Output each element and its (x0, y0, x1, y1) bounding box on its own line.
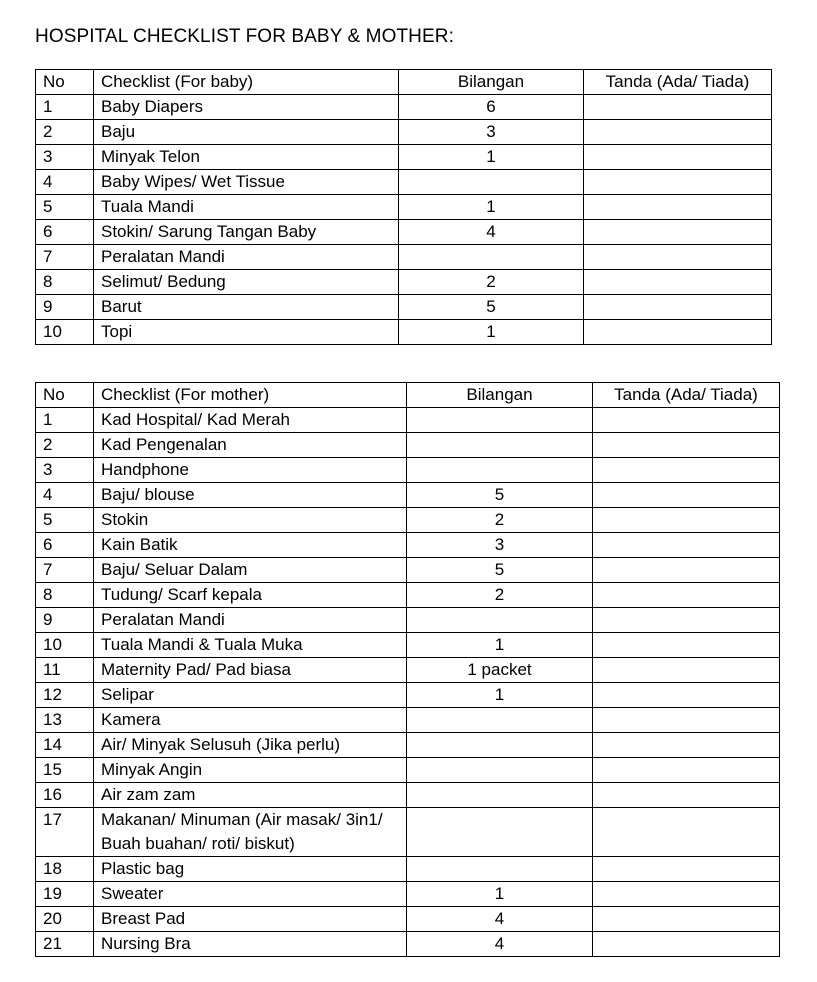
quantity-cell (407, 783, 593, 808)
header-bilangan: Bilangan (399, 70, 584, 95)
row-number: 2 (36, 120, 94, 145)
quantity-cell: 5 (407, 483, 593, 508)
quantity-cell (407, 458, 593, 483)
mark-cell (593, 433, 780, 458)
table-row (36, 145, 772, 170)
mark-cell (593, 758, 780, 783)
checklist-item: Baju/ Seluar Dalam (94, 558, 407, 583)
mark-cell (593, 857, 780, 882)
header-bilangan: Bilangan (407, 383, 593, 408)
mark-cell (584, 270, 772, 295)
baby-checklist-table (35, 69, 772, 345)
table-row (36, 583, 780, 608)
checklist-item: Handphone (94, 458, 407, 483)
checklist-item: Air zam zam (94, 783, 407, 808)
checklist-item: Kad Hospital/ Kad Merah (94, 408, 407, 433)
quantity-cell (407, 857, 593, 882)
checklist-item: Minyak Telon (94, 145, 399, 170)
table-row (36, 120, 772, 145)
mark-cell (584, 170, 772, 195)
checklist-item: Tuala Mandi & Tuala Muka (94, 633, 407, 658)
checklist-item: Kamera (94, 708, 407, 733)
quantity-cell: 1 (399, 320, 584, 345)
mark-cell (584, 95, 772, 120)
table-row (36, 533, 780, 558)
mark-cell (593, 633, 780, 658)
mother-checklist-table (35, 382, 780, 957)
row-number: 7 (36, 558, 94, 583)
checklist-item: Tudung/ Scarf kepala (94, 583, 407, 608)
quantity-cell: 1 (407, 683, 593, 708)
header-checklist: Checklist (For mother) (94, 383, 407, 408)
mark-cell (593, 907, 780, 932)
quantity-cell (399, 170, 584, 195)
mark-cell (593, 483, 780, 508)
mark-cell (593, 658, 780, 683)
mark-cell (593, 683, 780, 708)
table-row (36, 633, 780, 658)
row-number: 4 (36, 170, 94, 195)
checklist-item: Peralatan Mandi (94, 608, 407, 633)
table-row (36, 170, 772, 195)
row-number: 19 (36, 882, 94, 907)
table-row (36, 658, 780, 683)
checklist-item: Stokin (94, 508, 407, 533)
mark-cell (593, 583, 780, 608)
quantity-cell: 1 (407, 633, 593, 658)
quantity-cell: 4 (399, 220, 584, 245)
table-row (36, 195, 772, 220)
quantity-cell: 1 packet (407, 658, 593, 683)
row-number: 7 (36, 245, 94, 270)
header-tanda: Tanda (Ada/ Tiada) (584, 70, 772, 95)
checklist-item: Minyak Angin (94, 758, 407, 783)
row-number: 18 (36, 857, 94, 882)
mark-cell (584, 245, 772, 270)
row-number: 5 (36, 508, 94, 533)
mark-cell (593, 932, 780, 957)
table-row (36, 220, 772, 245)
row-number: 12 (36, 683, 94, 708)
table-row (36, 558, 780, 583)
row-number: 1 (36, 408, 94, 433)
quantity-cell: 1 (407, 882, 593, 907)
table-row (36, 483, 780, 508)
quantity-cell (407, 708, 593, 733)
row-number: 5 (36, 195, 94, 220)
quantity-cell: 4 (407, 907, 593, 932)
table-header-row (36, 70, 772, 95)
checklist-item: Stokin/ Sarung Tangan Baby (94, 220, 399, 245)
quantity-cell: 2 (407, 508, 593, 533)
checklist-item: Nursing Bra (94, 932, 407, 957)
row-number: 14 (36, 733, 94, 758)
checklist-item: Baju (94, 120, 399, 145)
page-title: HOSPITAL CHECKLIST FOR BABY & MOTHER: (35, 26, 454, 47)
table-row (36, 408, 780, 433)
row-number: 8 (36, 583, 94, 608)
mark-cell (584, 295, 772, 320)
row-number: 15 (36, 758, 94, 783)
checklist-item: Barut (94, 295, 399, 320)
mark-cell (593, 882, 780, 907)
table-row (36, 758, 780, 783)
mark-cell (593, 808, 780, 857)
table-row (36, 608, 780, 633)
row-number: 2 (36, 433, 94, 458)
quantity-cell: 1 (399, 195, 584, 220)
mark-cell (584, 145, 772, 170)
table-row (36, 245, 772, 270)
checklist-item: Makanan/ Minuman (Air masak/ 3in1/ Buah buahan/ roti/ biskut) (94, 808, 407, 857)
checklist-item: Peralatan Mandi (94, 245, 399, 270)
row-number: 10 (36, 320, 94, 345)
row-number: 4 (36, 483, 94, 508)
checklist-item: Baby Diapers (94, 95, 399, 120)
checklist-item: Plastic bag (94, 857, 407, 882)
mark-cell (593, 508, 780, 533)
checklist-item: Selimut/ Bedung (94, 270, 399, 295)
table-header-row (36, 383, 780, 408)
checklist-item: Breast Pad (94, 907, 407, 932)
table-row (36, 882, 780, 907)
mark-cell (584, 195, 772, 220)
header-tanda: Tanda (Ada/ Tiada) (593, 383, 780, 408)
quantity-cell (407, 433, 593, 458)
row-number: 6 (36, 533, 94, 558)
quantity-cell: 4 (407, 932, 593, 957)
checklist-item: Kad Pengenalan (94, 433, 407, 458)
row-number: 9 (36, 295, 94, 320)
checklist-item: Selipar (94, 683, 407, 708)
quantity-cell (407, 808, 593, 857)
checklist-item: Maternity Pad/ Pad biasa (94, 658, 407, 683)
table-row (36, 270, 772, 295)
table-row (36, 295, 772, 320)
quantity-cell: 6 (399, 95, 584, 120)
mark-cell (584, 220, 772, 245)
table-row (36, 508, 780, 533)
row-number: 16 (36, 783, 94, 808)
row-number: 11 (36, 658, 94, 683)
row-number: 21 (36, 932, 94, 957)
checklist-item: Kain Batik (94, 533, 407, 558)
table-row (36, 733, 780, 758)
mark-cell (593, 608, 780, 633)
table-row (36, 458, 780, 483)
quantity-cell: 2 (399, 270, 584, 295)
row-number: 6 (36, 220, 94, 245)
checklist-item: Baby Wipes/ Wet Tissue (94, 170, 399, 195)
checklist-item: Air/ Minyak Selusuh (Jika perlu) (94, 733, 407, 758)
table-row (36, 783, 780, 808)
quantity-cell: 3 (399, 120, 584, 145)
quantity-cell (407, 733, 593, 758)
mark-cell (593, 533, 780, 558)
checklist-item: Sweater (94, 882, 407, 907)
quantity-cell: 5 (399, 295, 584, 320)
row-number: 3 (36, 458, 94, 483)
mark-cell (584, 320, 772, 345)
quantity-cell (407, 408, 593, 433)
quantity-cell (399, 245, 584, 270)
table-row (36, 907, 780, 932)
row-number: 20 (36, 907, 94, 932)
checklist-item: Baju/ blouse (94, 483, 407, 508)
quantity-cell: 1 (399, 145, 584, 170)
checklist-item: Tuala Mandi (94, 195, 399, 220)
table-row (36, 932, 780, 957)
checklist-item: Topi (94, 320, 399, 345)
table-row (36, 857, 780, 882)
table-row (36, 320, 772, 345)
row-number: 8 (36, 270, 94, 295)
row-number: 10 (36, 633, 94, 658)
quantity-cell: 2 (407, 583, 593, 608)
row-number: 9 (36, 608, 94, 633)
table-row (36, 708, 780, 733)
table-row (36, 433, 780, 458)
mark-cell (593, 458, 780, 483)
header-no: No (36, 383, 94, 408)
mark-cell (584, 120, 772, 145)
quantity-cell: 3 (407, 533, 593, 558)
header-no: No (36, 70, 94, 95)
table-row (36, 683, 780, 708)
quantity-cell (407, 608, 593, 633)
row-number: 17 (36, 808, 94, 857)
table-row (36, 95, 772, 120)
quantity-cell: 5 (407, 558, 593, 583)
row-number: 3 (36, 145, 94, 170)
quantity-cell (407, 758, 593, 783)
mark-cell (593, 558, 780, 583)
table-row (36, 808, 780, 857)
mark-cell (593, 733, 780, 758)
header-checklist: Checklist (For baby) (94, 70, 399, 95)
row-number: 13 (36, 708, 94, 733)
row-number: 1 (36, 95, 94, 120)
mark-cell (593, 708, 780, 733)
mark-cell (593, 408, 780, 433)
mark-cell (593, 783, 780, 808)
